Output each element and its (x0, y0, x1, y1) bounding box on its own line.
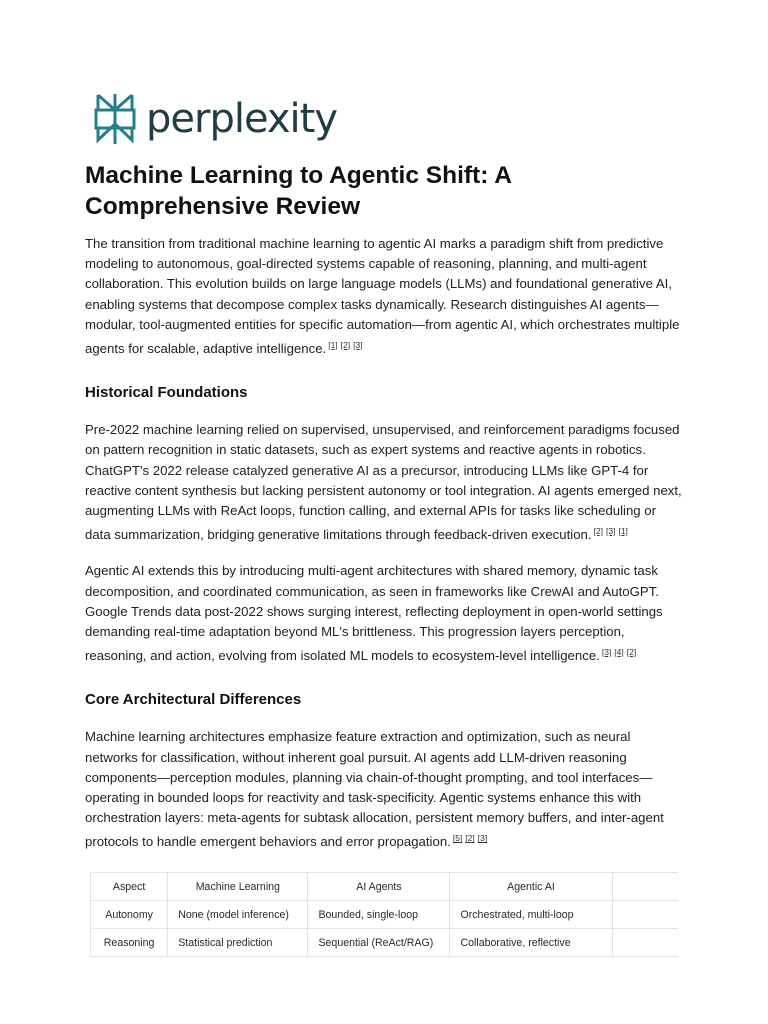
citation-link[interactable]: [1] (618, 526, 628, 537)
section-paragraph (85, 420, 685, 545)
table-cell: Bounded, single-loop (308, 901, 450, 929)
citation-link[interactable]: [1] (328, 340, 338, 351)
citation-link[interactable]: [2] (340, 340, 351, 351)
table-header-cell: Aspect (91, 873, 168, 901)
table-header-row (91, 873, 679, 901)
table-cell: Sequential (ReAct/RAG) (308, 929, 450, 957)
citation-link[interactable]: [2] (593, 526, 603, 537)
citation-link[interactable]: [2] (626, 647, 637, 658)
comparison-table (90, 872, 678, 957)
table-header-cell: Machine Learning (168, 873, 308, 901)
table-cell: Collaborative, reflective (450, 929, 612, 957)
citation-link[interactable]: [4] (614, 647, 624, 658)
page-title: Machine Learning to Agentic Shift: A Comprehensive Review (85, 162, 512, 220)
table-cell: Orchestrated, multi-loop (450, 901, 612, 929)
comparison-table-wrapper (90, 872, 678, 957)
document-body (85, 160, 685, 869)
section-heading: Core Architectural Differences (85, 691, 302, 709)
section-paragraph (85, 727, 685, 852)
paragraph-text: Agentic AI extends this by introducing multi-agent architectures with shared memory, dynamic task decomposition, and coordinated communication, as seen in frameworks like CrewAI and AutoGPT. Google Trends data post-2022 shows surging interest, reflecting deployment in open-world settings demanding real-time adaptation beyond ML's brittleness. This progression layers perception, reasoning, and action, evolving from isolated ML models to ecosystem-level intelligence. (85, 563, 663, 664)
perplexity-logo-icon (94, 93, 136, 145)
intro-paragraph (85, 234, 685, 359)
table-cell (612, 901, 678, 929)
table-cell: Statistical prediction (168, 929, 308, 957)
paragraph-text: Machine learning architectures emphasize feature extraction and optimization, such as neural networks for classification, without inherent goal pursuit. AI agents add LLM-driven reasoning components—perception modules, planning via chain-of-thought prompting, and tool interfaces—operating in bounded loops for reactivity and task-specificity. Agentic systems enhance this with orchestration layers: meta-agents for subtask allocation, persistent memory buffers, and inter-agent protocols to handle emergent behaviors and error propagation. (85, 729, 664, 850)
table-header-cell (612, 873, 678, 901)
citation-link[interactable]: [5] (452, 833, 463, 844)
perplexity-logo (94, 93, 337, 145)
table-header-cell: Agentic AI (450, 873, 612, 901)
citation-link[interactable]: [3] (477, 833, 488, 844)
citation-link[interactable]: [3] (353, 340, 363, 351)
section-paragraph (85, 561, 685, 666)
citation-link[interactable]: [3] (606, 526, 616, 537)
paragraph-text: Pre-2022 machine learning relied on supervised, unsupervised, and reinforcement paradigms focused on pattern recognition in static datasets, such as expert systems and reactive agents in robotics. ChatGPT's 2022 release catalyzed generative AI as a precursor, introducing LLMs like GPT-4 for reactive content synthesis but lacking persistent autonomy or tool integration. AI agents emerged next, augmenting LLMs with ReAct loops, function calling, and external APIs for tasks like scheduling or data summarization, bridging generative limitations through feedback-driven execution. (85, 422, 682, 543)
table-row (91, 929, 679, 957)
table-row (91, 901, 679, 929)
table-header-cell: AI Agents (308, 873, 450, 901)
citation-link[interactable]: [3] (601, 647, 612, 658)
section-heading: Historical Foundations (85, 384, 248, 402)
table-cell (612, 929, 678, 957)
table-cell: None (model inference) (168, 901, 308, 929)
citation-link[interactable]: [2] (465, 833, 475, 844)
table-cell: Autonomy (91, 901, 168, 929)
brand-name: perplexity (146, 96, 337, 142)
table-cell: Reasoning (91, 929, 168, 957)
paragraph-text: The transition from traditional machine learning to agentic AI marks a paradigm shift from predictive modeling to autonomous, goal-directed systems capable of reasoning, planning, and multi-agent collaboration. This evolution builds on large language models (LLMs) and foundational generative AI, enabling systems that decompose complex tasks dynamically. Research distinguishes AI agents—modular, tool-augmented entities for specific automation—from agentic AI, which orchestrates multiple agents for scalable, adaptive intelligence. (85, 236, 680, 357)
